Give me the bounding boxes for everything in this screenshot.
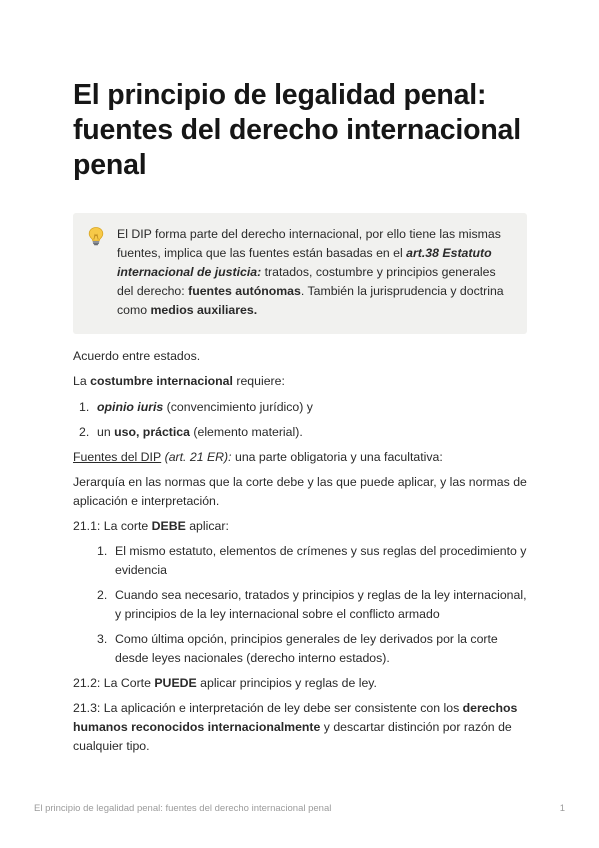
list-item: 3. Como última opción, principios generales de ley derivados por la corte desde leyes nacionales (derecho interno estados). <box>97 632 498 665</box>
page-footer <box>34 803 565 814</box>
paragraph-fuentes: Fuentes del DIP (art. 21 ER): una parte obligatoria y una facultativa: <box>73 450 443 464</box>
paragraph-art-21-3: 21.3: La aplicación e interpretación de ley debe ser consistente con los derechos humanos reconocidos internacionalmente y descartar distinción por razón de cualquier tipo. <box>73 701 518 753</box>
page-title: El principio de legalidad penal: fuentes del derecho internacional penal <box>73 79 521 181</box>
fuentes-link[interactable]: Fuentes del DIP <box>73 450 162 464</box>
paragraph-jerarquia: Jerarquía en las normas que la corte debe y las que puede aplicar, y las normas de aplicación e interpretación. <box>73 475 527 508</box>
lightbulb-icon <box>87 225 117 320</box>
list-item: 1. opinio iuris (convencimiento jurídico) y <box>79 400 313 414</box>
callout-text: El DIP forma parte del derecho internacional, por ello tiene las mismas fuentes, implica que las fuentes están basadas en el art.38 Estatuto internacional de justicia: tratados, costumbre y principios generales del derecho: fuentes autónomas. También la jurisprudencia y doctrina como medios auxiliares. <box>117 227 504 317</box>
list-item: 1. El mismo estatuto, elementos de crímenes y sus reglas del procedimiento y evidencia <box>97 544 527 577</box>
paragraph-acuerdo: Acuerdo entre estados. <box>73 349 201 363</box>
debe-list <box>73 542 527 668</box>
paragraph-art-21-2: 21.2: La Corte PUEDE aplicar principios y reglas de ley. <box>73 676 377 690</box>
list-item: 2. Cuando sea necesario, tratados y principios y reglas de la ley internacional, y principios de la ley internacional sobre el conflicto armado <box>97 588 527 621</box>
costumbre-list <box>73 398 527 442</box>
paragraph-art-21-1: 21.1: La corte DEBE aplicar: <box>73 519 229 533</box>
document-page <box>73 78 527 756</box>
footer-title: El principio de legalidad penal: fuentes del derecho internacional penal <box>34 803 332 814</box>
page-number: 1 <box>559 803 565 814</box>
paragraph-costumbre: La costumbre internacional requiere: <box>73 374 285 388</box>
callout-box <box>73 213 527 334</box>
list-item: 2. un uso, práctica (elemento material). <box>79 425 303 439</box>
